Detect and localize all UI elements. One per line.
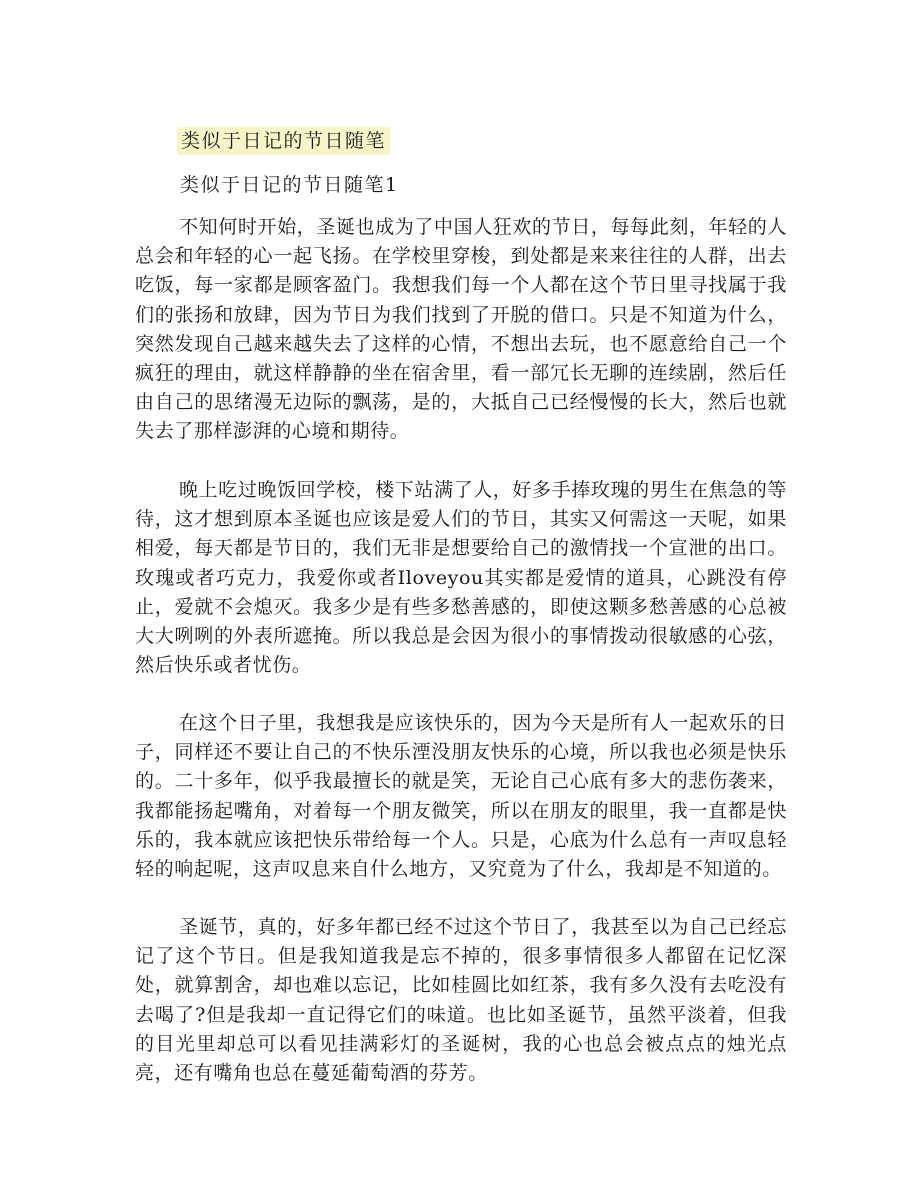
paragraph-3: 在这个日子里，我想我是应该快乐的，因为今天是所有人一起欢乐的日子，同样还不要让自己的不快乐湮没朋友快乐的心境，所以我也必须是快乐的。二十多年，似乎我最擅长的就是笑，无论自己心底有多大的悲伤袭来，我都能扬起嘴角，对着每一个朋友微笑，所以在朋友的眼里，我一直都是快乐的，我本就应该把快乐带给每一个人。只是，心底为什么总有一声叹息轻轻的响起呢，这声叹息来自什么地方，又究竟为了什么，我却是不知道的。 bbox=[135, 712, 787, 881]
paragraph-4: 圣诞节，真的，好多年都已经不过这个节日了，我甚至以为自己已经忘记了这个节日。但是我知道我是忘不掉的，很多事情很多人都留在记忆深处，就算割舍，却也难以忘记，比如桂圆比如红茶，我有多久没有去吃没有去喝了?但是我却一直记得它们的味道。也比如圣诞节，虽然平淡着，但我的目光里却总可以看见挂满彩灯的圣诞树，我的心也总会被点点的烛光点亮，还有嘴角也总在蔓延葡萄酒的芬芳。 bbox=[135, 916, 787, 1085]
document-title: 类似于日记的节日随笔 bbox=[177, 127, 390, 155]
paragraph-1: 不知何时开始，圣诞也成为了中国人狂欢的节日，每每此刻，年轻的人总会和年轻的心一起飞扬。在学校里穿梭，到处都是来来往往的人群，出去吃饭，每一家都是顾客盈门。我想我们每一个人都在这个节日里寻找属于我们的张扬和放肆，因为节日为我们找到了开脱的借口。只是不知道为什么，突然发现自己越来越失去了这样的心情，不想出去玩，也不愿意给自己一个疯狂的理由，就这样静静的坐在宿舍里，看一部冗长无聊的连续剧，然后任由自己的思绪漫无边际的飘荡，是的，大抵自己已经慢慢的长大，然后也就失去了那样澎湃的心境和期待。 bbox=[135, 216, 787, 443]
paragraph-2: 晚上吃过晚饭回学校，楼下站满了人，好多手捧玫瑰的男生在焦急的等待，这才想到原本圣诞也应该是爱人们的节日，其实又何需这一天呢，如果相爱，每天都是节日的，我们无非是想要给自己的激情找一个宣泄的出口。玫瑰或者巧克力，我爱你或者Iloveyou其实都是爱情的道具，心跳没有停止，爱就不会熄灭。我多少是有些多愁善感的，即使这颗多愁善感的心总被大大咧咧的外表所遮掩。所以我总是会因为很小的事情拨动很敏感的心弦，然后快乐或者忧伤。 bbox=[135, 479, 787, 677]
document-subtitle: 类似于日记的节日随笔1 bbox=[180, 174, 399, 196]
